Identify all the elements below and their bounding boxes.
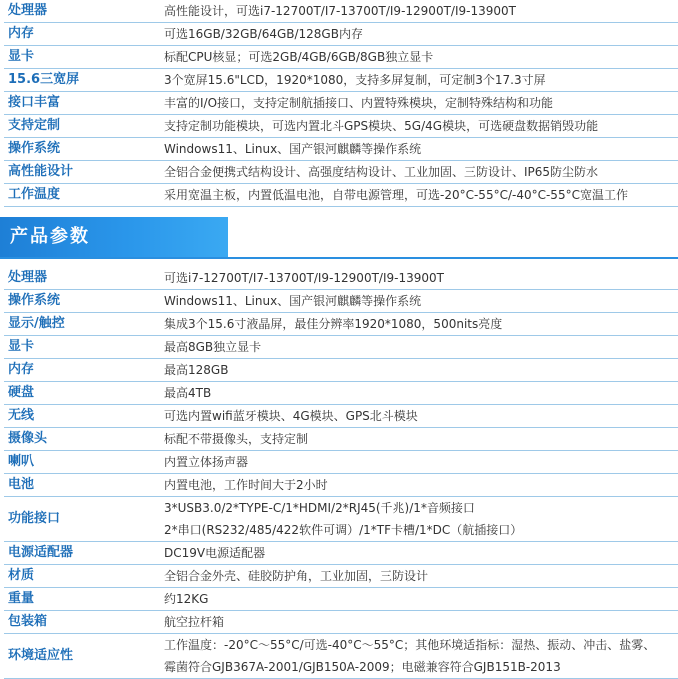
- feature-label: 支持定制: [4, 115, 160, 138]
- param-label: 包装箱: [4, 611, 160, 634]
- feature-label: 15.6三宽屏: [4, 69, 160, 92]
- feature-value: 全铝合金便携式结构设计、高强度结构设计、工业加固、三防设计、IP65防尘防水: [160, 161, 678, 184]
- param-value: 内置立体扬声器: [160, 451, 678, 474]
- table-row: [4, 290, 678, 313]
- feature-label: 操作系统: [4, 138, 160, 161]
- table-row: [4, 474, 678, 497]
- feature-label: 工作温度: [4, 184, 160, 207]
- table-row: [4, 0, 678, 23]
- feature-value: 高性能设计，可选i7-12700T/I7-13700T/I9-12900T/I9-13900T: [160, 0, 678, 23]
- table-row: [4, 313, 678, 336]
- param-value: 最高128GB: [160, 359, 678, 382]
- param-value: 可选i7-12700T/I7-13700T/I9-12900T/I9-13900T: [160, 267, 678, 290]
- param-label: 显卡: [4, 336, 160, 359]
- table-row: [4, 161, 678, 184]
- table-row: [4, 23, 678, 46]
- param-value: [160, 634, 678, 679]
- section-divider: [0, 257, 678, 259]
- feature-value: 标配CPU核显；可选2GB/4GB/6GB/8GB独立显卡: [160, 46, 678, 69]
- feature-label: 处理器: [4, 0, 160, 23]
- table-row: [4, 359, 678, 382]
- table-row: [4, 267, 678, 290]
- section-header: [0, 217, 678, 267]
- param-label: 操作系统: [4, 290, 160, 313]
- table-row: [4, 611, 678, 634]
- param-value: 内置电池，工作时间大于2小时: [160, 474, 678, 497]
- param-value: 标配不带摄像头，支持定制: [160, 428, 678, 451]
- param-value: DC19V电源适配器: [160, 542, 678, 565]
- table-row: [4, 336, 678, 359]
- param-label: 显示/触控: [4, 313, 160, 336]
- param-value: 约12KG: [160, 588, 678, 611]
- table-row: [4, 69, 678, 92]
- feature-value: Windows11、Linux、国产银河麒麟等操作系统: [160, 138, 678, 161]
- table-row: [4, 138, 678, 161]
- feature-label: 接口丰富: [4, 92, 160, 115]
- params-table: [4, 267, 678, 679]
- param-value: 最高8GB独立显卡: [160, 336, 678, 359]
- param-value: [160, 497, 678, 542]
- feature-label: 内存: [4, 23, 160, 46]
- param-value: Windows11、Linux、国产银河麒麟等操作系统: [160, 290, 678, 313]
- table-row: [4, 115, 678, 138]
- param-label: 电池: [4, 474, 160, 497]
- table-row: [4, 184, 678, 207]
- param-label: 功能接口: [4, 497, 160, 542]
- param-label: 摄像头: [4, 428, 160, 451]
- param-line: 霉菌符合GJB367A-2001/GJB150A-2009；电磁兼容符合GJB151B-2013: [164, 660, 561, 674]
- table-row: [4, 542, 678, 565]
- table-row: [4, 405, 678, 428]
- param-label: 重量: [4, 588, 160, 611]
- table-row: [4, 46, 678, 69]
- param-value: 全铝合金外壳、硅胶防护角，工业加固，三防设计: [160, 565, 678, 588]
- features-table: [4, 0, 678, 207]
- param-label: 电源适配器: [4, 542, 160, 565]
- param-line: 2*串口(RS232/485/422软件可调）/1*TF卡槽/1*DC（航插接口）: [164, 523, 523, 537]
- table-row: [4, 588, 678, 611]
- feature-value: 采用宽温主板，内置低温电池，自带电源管理，可选-20°C-55°C/-40°C-55°C宽温工作: [160, 184, 678, 207]
- table-row: [4, 634, 678, 679]
- table-row: [4, 451, 678, 474]
- feature-value: 可选16GB/32GB/64GB/128GB内存: [160, 23, 678, 46]
- param-value: 集成3个15.6寸液晶屏，最佳分辨率1920*1080，500nits亮度: [160, 313, 678, 336]
- param-label: 环境适应性: [4, 634, 160, 679]
- table-row: [4, 382, 678, 405]
- feature-label: 高性能设计: [4, 161, 160, 184]
- table-row: [4, 92, 678, 115]
- param-label: 内存: [4, 359, 160, 382]
- param-label: 硬盘: [4, 382, 160, 405]
- feature-label: 显卡: [4, 46, 160, 69]
- feature-value: 丰富的I/O接口，支持定制航插接口、内置特殊模块，定制特殊结构和功能: [160, 92, 678, 115]
- param-value: 可选内置wifi蓝牙模块、4G模块、GPS北斗模块: [160, 405, 678, 428]
- param-line: 工作温度：-20°C～55°C/可选-40°C～55°C；其他环境适指标：湿热、振动、冲击、盐雾、: [164, 638, 656, 652]
- param-label: 无线: [4, 405, 160, 428]
- table-row: [4, 565, 678, 588]
- param-label: 材质: [4, 565, 160, 588]
- param-value: 航空拉杆箱: [160, 611, 678, 634]
- feature-value: 支持定制功能模块，可选内置北斗GPS模块、5G/4G模块，可选硬盘数据销毁功能: [160, 115, 678, 138]
- feature-value: 3个宽屏15.6"LCD，1920*1080，支持多屏复制，可定制3个17.3寸屏: [160, 69, 678, 92]
- param-label: 喇叭: [4, 451, 160, 474]
- param-line: 3*USB3.0/2*TYPE-C/1*HDMI/2*RJ45(千兆)/1*音频接口: [164, 501, 475, 515]
- param-value: 最高4TB: [160, 382, 678, 405]
- section-title: 产品参数: [0, 217, 228, 257]
- table-row: [4, 428, 678, 451]
- table-row: [4, 497, 678, 542]
- param-label: 处理器: [4, 267, 160, 290]
